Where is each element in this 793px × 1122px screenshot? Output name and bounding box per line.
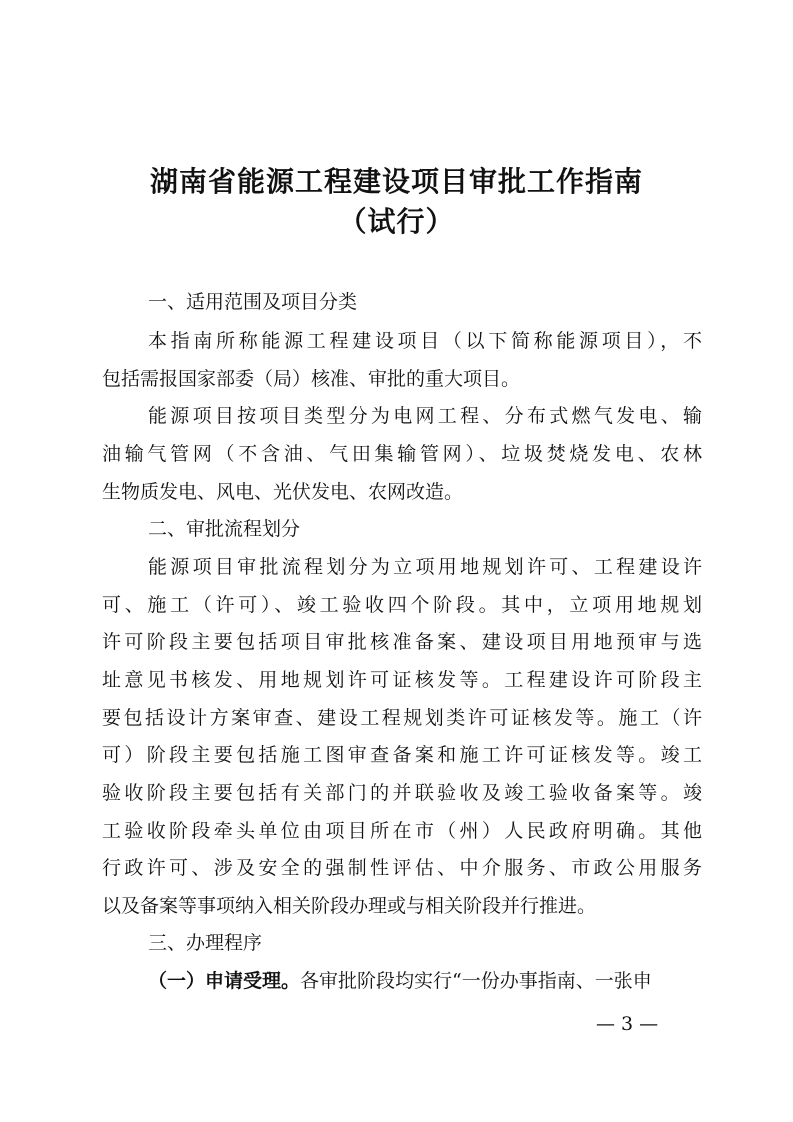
page-number: — 3 — [596, 1013, 659, 1035]
section-heading-scope: 一、适用范围及项目分类 [148, 291, 358, 313]
paragraph-line: 可）阶段主要包括施工图审查备案和施工许可证核发等。竣工 [102, 744, 702, 766]
item-label-application: （一）申请受理。 [148, 970, 301, 992]
document-subtitle: （试行） [338, 205, 455, 238]
paragraph-line: 生物质发电、风电、光伏发电、农网改造。 [102, 481, 464, 503]
paragraph-line [148, 969, 702, 993]
paragraph-line: 能源项目审批流程划分为立项用地规划许可、工程建设许 [148, 556, 702, 578]
paragraph-line: 能源项目按项目类型分为电网工程、分布式燃气发电、输 [148, 405, 702, 427]
section-heading-process: 二、审批流程划分 [148, 518, 301, 540]
paragraph-line: 验收阶段主要包括有关部门的并联验收及竣工验收备案等。竣 [102, 782, 702, 804]
document-title: 湖南省能源工程建设项目审批工作指南 [149, 165, 643, 198]
section-heading-procedure: 三、办理程序 [148, 932, 263, 954]
paragraph-line: 行政许可、涉及安全的强制性评估、中介服务、市政公用服务 [102, 857, 702, 879]
paragraph-line: 可、施工（许可）、竣工验收四个阶段。其中，立项用地规划 [102, 594, 702, 616]
paragraph-line: 要包括设计方案审查、建设工程规划类许可证核发等。施工（许 [102, 707, 702, 729]
paragraph-line: 以及备案等事项纳入相关阶段办理或与相关阶段并行推进。 [102, 895, 597, 917]
paragraph-line: 工验收阶段牵头单位由项目所在市（州）人民政府明确。其他 [102, 820, 702, 842]
paragraph-line: 本指南所称能源工程建设项目（以下简称能源项目），不 [148, 330, 702, 352]
paragraph-line: 址意见书核发、用地规划许可证核发等。工程建设许可阶段主 [102, 669, 702, 691]
paragraph-line: 包括需报国家部委（局）核准、审批的重大项目。 [102, 368, 521, 390]
paragraph-line: 许可阶段主要包括项目审批核准备案、建设项目用地预审与选 [102, 631, 702, 653]
paragraph-line: 油输气管网（不含油、气田集输管网）、垃圾焚烧发电、农林 [102, 443, 702, 465]
item-text-application: 各审批阶段均实行“一份办事指南、一张申 [300, 970, 652, 992]
